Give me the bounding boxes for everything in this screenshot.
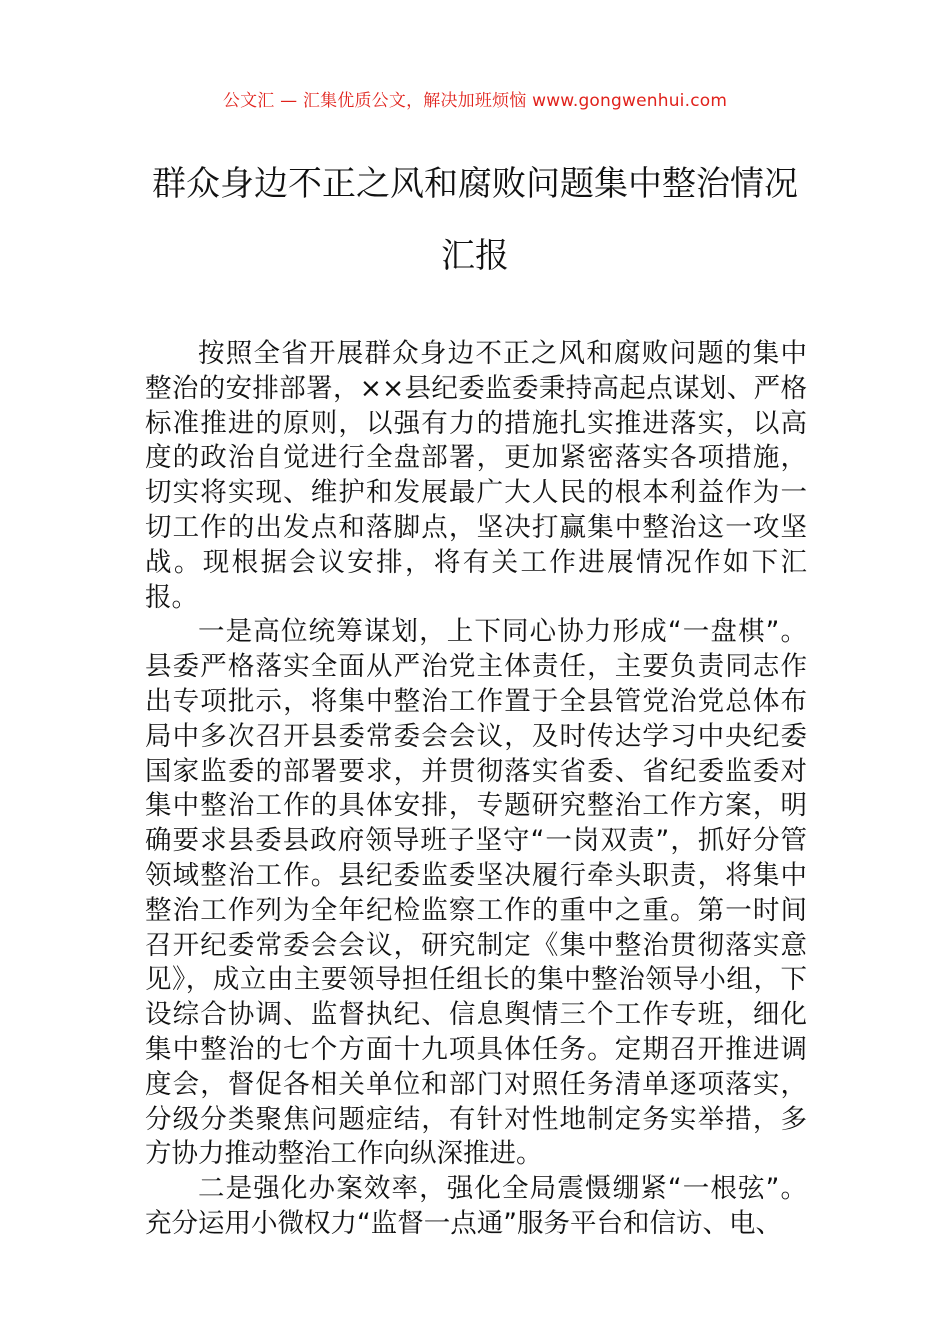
site-banner: 公文汇 — 汇集优质公文，解决加班烦恼 www.gongwenhui.com bbox=[222, 91, 728, 111]
document-body bbox=[145, 337, 807, 1242]
paragraph-point-one: 一是高位统筹谋划，上下同心协力形成“一盘棋”。县委严格落实全面从严治党主体责任，主要负责同志作出专项批示，将集中整治工作置于全县管党治党总体布局中多次召开县委常委会会议，及时传达学习中央纪委国家监委的部署要求，并贯彻落实省委、省纪委监委对集中整治工作的具体安排，专题研究整治工作方案，明确要求县委县政府领导班子坚守“一岗双责”，抓好分管领域整治工作。县纪委监委坚决履行牵头职责，将集中整治工作列为全年纪检监察工作的重中之重。第一时间召开纪委常委会会议，研究制定《集中整治贯彻落实意见》，成立由主要领导担任组长的集中整治领导小组，下设综合协调、监督执纪、信息舆情三个工作专班，细化集中整治的七个方面十九项具体任务。定期召开推进调度会，督促各相关单位和部门对照任务清单逐项落实，分级分类聚焦问题症结，有针对性地制定务实举措，多方协力推动整治工作向纵深推进。 bbox=[145, 616, 807, 1170]
document-title: 群众身边不正之风和腐败问题集中整治情况汇报 bbox=[152, 164, 798, 276]
paragraph-point-two: 二是强化办案效率，强化全局震慑绷紧“一根弦”。充分运用小微权力“监督一点通”服务平台和信访、电、 bbox=[145, 1173, 807, 1239]
paragraph-intro: 按照全省开展群众身边不正之风和腐败问题的集中整治的安排部署，××县纪委监委秉持高起点谋划、严格标准推进的原则，以强有力的措施扎实推进落实，以高度的政治自觉进行全盘部署，更加紧密落实各项措施，切实将实现、维护和发展最广大人民的根本利益作为一切工作的出发点和落脚点，坚决打赢集中整治这一攻坚战。现根据会议安排，将有关工作进展情况作如下汇报。 bbox=[145, 338, 807, 613]
